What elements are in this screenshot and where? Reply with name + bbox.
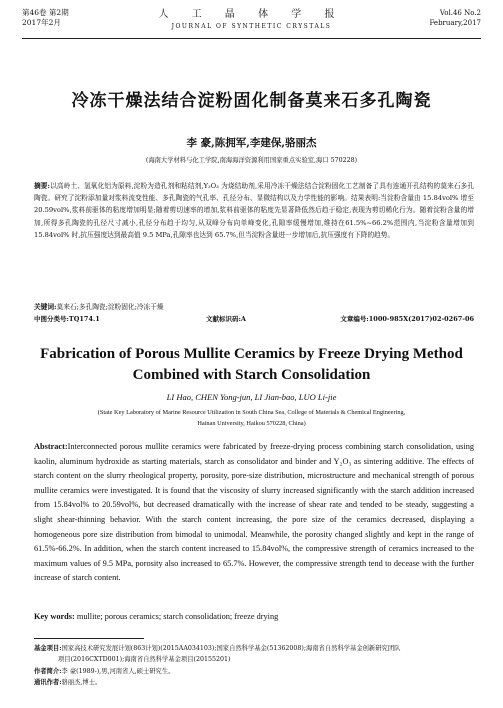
article-number: 文章编号:1000-985X(2017)02-0267-06 xyxy=(340,315,474,323)
title-cn: 冷冻干燥法结合淀粉固化制备莫来石多孔陶瓷 xyxy=(71,91,432,111)
volume-en: Vol.46 No.2 xyxy=(439,9,481,17)
keywords-en-label: Key words: xyxy=(34,612,75,621)
document-code: 文献标识码:A xyxy=(206,315,246,323)
fund-note-cont: 项目(2016CXTD001);海南省自然科学基金项目(20155201) xyxy=(58,656,231,664)
author-label: 作者简介: xyxy=(34,667,62,675)
footnotes xyxy=(34,643,474,689)
abstract-en xyxy=(34,440,474,586)
abstract-en-text: Interconnected porous mullite ceramics were fabricated by freeze-drying process combining starch consolidation, using kaolin, aluminum hydroxide as starting materials, starch as consolidator and binder and Y₂O₃ as sintering additive. The effects of starch content on the slurry rheological property, porosity, pore-size distribution, microstructure and mechanical strength of porous mullite ceramics were investigated. It is found that the viscosity of slurry increased significantly with the starch addition increased from 15.84vol% to 20.59vol%, but decreased dramatically with the increase of shear rate and tended to be steady, suggesting a slight shear-thinning behavior. With the starch content increasing, the pore size of the ceramics decreased, displaying a homogeneous pore size distribution from bimodal to unimodal. Meanwhile, the porosity changed slightly and kept in the range of 61.5%-66.2%. In addition, when the starch content increased to 15.84vol%, the compressive strength of ceramics increased to the maximum values of 9.5 MPa, porosity also increased to 65.7%. However, the compressive strength tend to decease with the further increase of starch content. xyxy=(34,442,474,583)
keywords-cn-label: 关键词: xyxy=(34,303,57,311)
corr-label: 通讯作者: xyxy=(34,679,62,687)
affiliation-cn: (海南大学材料与化工学院,南海海洋资源利用国家重点实验室,海口 570228) xyxy=(145,157,358,164)
journal-name-cn: 人 工 晶 体 学 报 xyxy=(158,9,345,20)
date-en: February,2017 xyxy=(429,19,481,27)
title-en-line2: Combined with Starch Consolidation xyxy=(132,367,371,383)
fund-note xyxy=(34,643,474,654)
abstract-cn xyxy=(34,180,474,241)
footnote-divider xyxy=(34,638,144,639)
corr-text: 骆丽杰,博士。 xyxy=(61,679,102,687)
journal-name-en: JOURNAL OF SYNTHETIC CRYSTALS xyxy=(171,23,332,30)
abstract-cn-text: 以高岭土、氢氧化铝为原料,淀粉为造孔剂和粘结剂,Y₂O₃ 为烧结助剂,采用冷冻干燥法结合淀粉固化工艺制备了具有连通开孔结构的莫来石多孔陶瓷。研究了淀粉添加量对浆料流变性能、多孔陶瓷的气孔率、孔径分布、显微结构以及力学性能的影响。结果表明:当淀粉含量由 15.84vol% 增至 20.59vol%,浆料前驱体的粘度增加明显;随着剪切速率的增加,浆料前驱体的粘度先显著降低然后趋于稳定,表现为剪切稀化行为。随着淀粉含量的增加,所得多孔陶瓷的孔径尺寸减小,孔径分布趋于均匀,从双峰分布向单峰变化,孔隙率缓慢增加,维持在61.5%~66.2%范围内,当淀粉含量增加到 15.84vol% 时,抗压强度达到最高值 9.5 MPa,孔隙率也达到 65.7%,但当淀粉含量进一步增加后,抗压强度有下降的趋势。 xyxy=(34,182,474,239)
correspondence-note xyxy=(34,677,474,688)
author-note xyxy=(34,666,474,677)
keywords-cn-text: 莫来石;多孔陶瓷;淀粉固化;冷冻干燥 xyxy=(56,303,164,311)
clc-number: 中图分类号:TQ174.1 xyxy=(34,315,100,323)
fund-text: 国家高技术研究发展计划(863计划)(2015AA034103);国家自然科学基金(51362008);海南省自然科学基金创新研究团队 xyxy=(61,645,401,652)
title-en-line1: Fabrication of Porous Mullite Ceramics by Freeze Drying Method xyxy=(40,346,463,362)
author-text: 李 豪(1989-),男,河南省人,硕士研究生。 xyxy=(61,667,175,675)
header-center xyxy=(22,8,481,32)
classification-line xyxy=(34,314,474,324)
keywords-en-text: mullite; porous ceramics; starch consolidation; freeze drying xyxy=(76,612,279,621)
authors-en: LI Hao, CHEN Yong-jun, LI Jian-bao, LUO Li-jie xyxy=(166,392,337,402)
fund-label: 基金项目: xyxy=(34,645,62,652)
keywords-cn xyxy=(34,301,474,311)
abstract-cn-label: 摘要: xyxy=(34,182,51,190)
header-right xyxy=(429,8,481,28)
date-cn: 2017年2月 xyxy=(22,18,61,27)
title-en xyxy=(0,344,503,386)
keywords-en xyxy=(34,612,474,621)
affiliation-en-line2: Hainan University, Haikou 570228, China) xyxy=(197,420,306,427)
authors-cn: 李 豪,陈拥军,李建保,骆丽杰 xyxy=(186,137,317,149)
affiliation-en xyxy=(40,407,463,429)
abstract-en-label: Abstract: xyxy=(34,442,68,451)
affiliation-en-line1: (State Key Laboratory of Marine Resource Utilization in South China Sea, College of Materials & Chemical Engineering, xyxy=(97,409,406,416)
volume-cn: 第46卷 第2期 xyxy=(22,8,69,17)
journal-header xyxy=(22,8,481,39)
